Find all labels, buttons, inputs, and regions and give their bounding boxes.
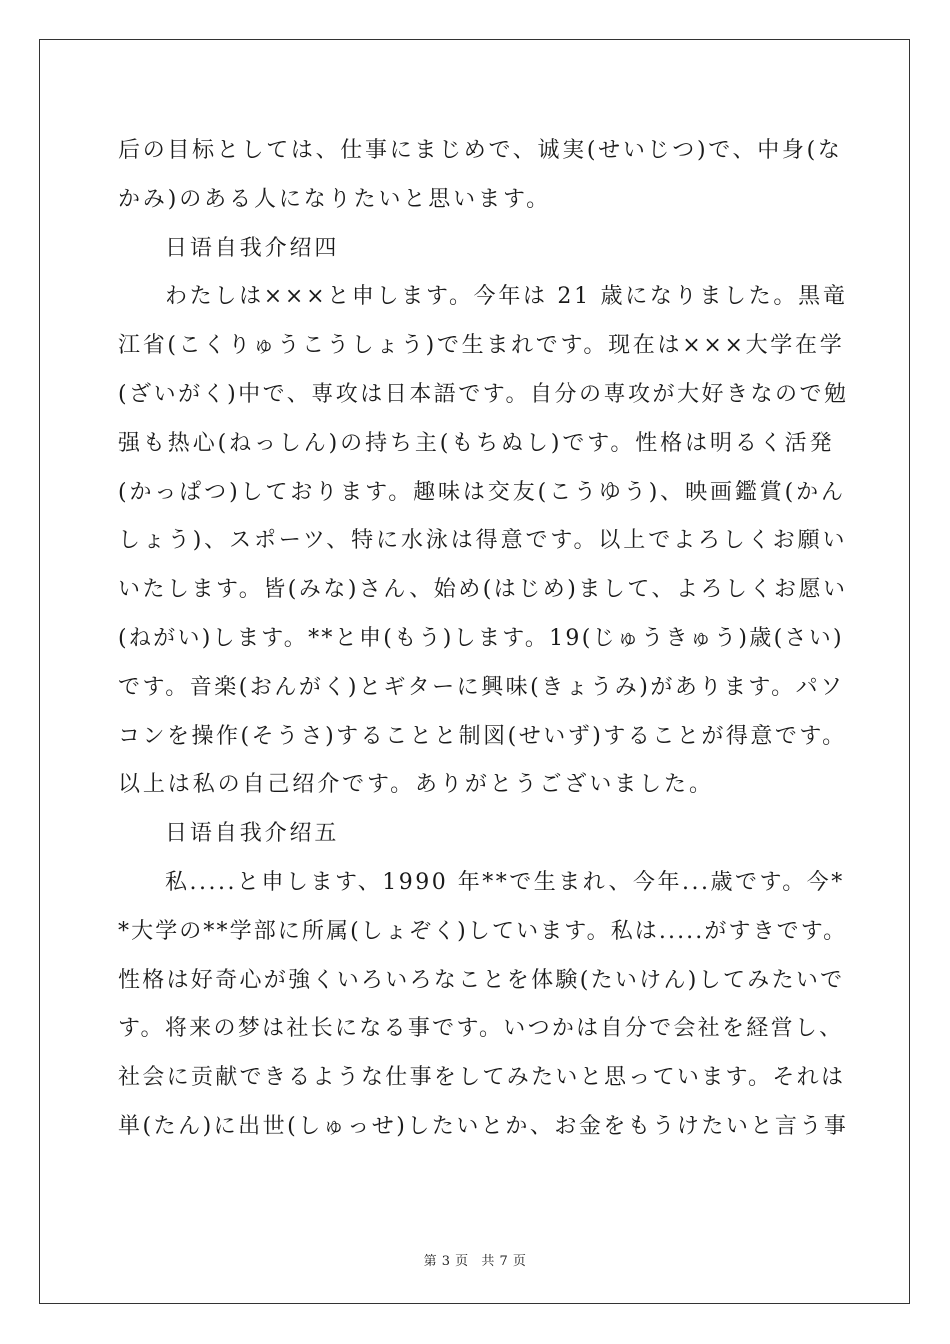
text-line: かみ)のある人になりたいと思います。 [118, 186, 552, 212]
text-line: です。音楽(おんがく)とギターに興味(きょうみ)があります。パソ [118, 674, 845, 700]
text-line: (ざいがく)中で、専攻は日本語です。自分の専攻が大好きなので勉 [118, 381, 849, 407]
document-body [118, 127, 848, 1152]
text-line: 私.....と申します、1990 年**で生まれ、今年...歳です。今* [165, 869, 845, 895]
text-line: 社会に贡献できるような仕事をしてみたいと思っています。それは [118, 1065, 846, 1091]
text-line: わたしは×××と申します。今年は 21 歳になりました。黒竜 [165, 284, 848, 310]
text-line: いたします。皆(みな)さん、始め(はじめ)まして、よろしくお愿い [118, 577, 848, 603]
section-heading: 日语自我介绍五 [165, 821, 340, 847]
text-line: 强も热心(ねっしん)の持ち主(もちぬし)です。性格は明るく活発 [118, 430, 835, 456]
text-line: 江省(こくりゅうこうしょう)で生まれです。现在は×××大学在学 [118, 333, 845, 359]
text-line: 性格は好奇心が強くいろいろなことを体験(たいけん)してみたいで [118, 967, 845, 993]
text-line: (かっぱつ)しております。趣味は交友(こうゆう)、映画鑑賞(かん [118, 479, 846, 505]
text-line: 単(たん)に出世(しゅっせ)したいとか、お金をもうけたいと言う事 [118, 1113, 849, 1139]
text-line: (ねがい)します。**と申(もう)します。19(じゅうきゅう)歳(さい) [118, 625, 844, 651]
text-line: *大学の**学部に所属(しょぞく)しています。私は.....がすきです。 [118, 918, 848, 944]
section-heading: 日语自我介绍四 [165, 235, 340, 261]
text-line: 后の目标としては、仕事にまじめで、诚実(せいじつ)で、中身(な [118, 138, 843, 163]
text-line: コンを操作(そうさ)することと制図(せいず)することが得意です。 [118, 723, 847, 749]
page-number-current: 第 3 页 [423, 1254, 469, 1269]
page-footer [0, 1250, 950, 1269]
text-line: しょう)、スポーツ、特に水泳は得意です。以上でよろしくお願い [118, 528, 848, 554]
text-line: 以上は私の自己绍介です。ありがとうございました。 [118, 772, 714, 798]
page-number-total: 共 7 页 [481, 1254, 527, 1269]
text-line: す。将来の梦は社长になる事です。いつかは自分で会社を経営し、 [118, 1016, 844, 1042]
